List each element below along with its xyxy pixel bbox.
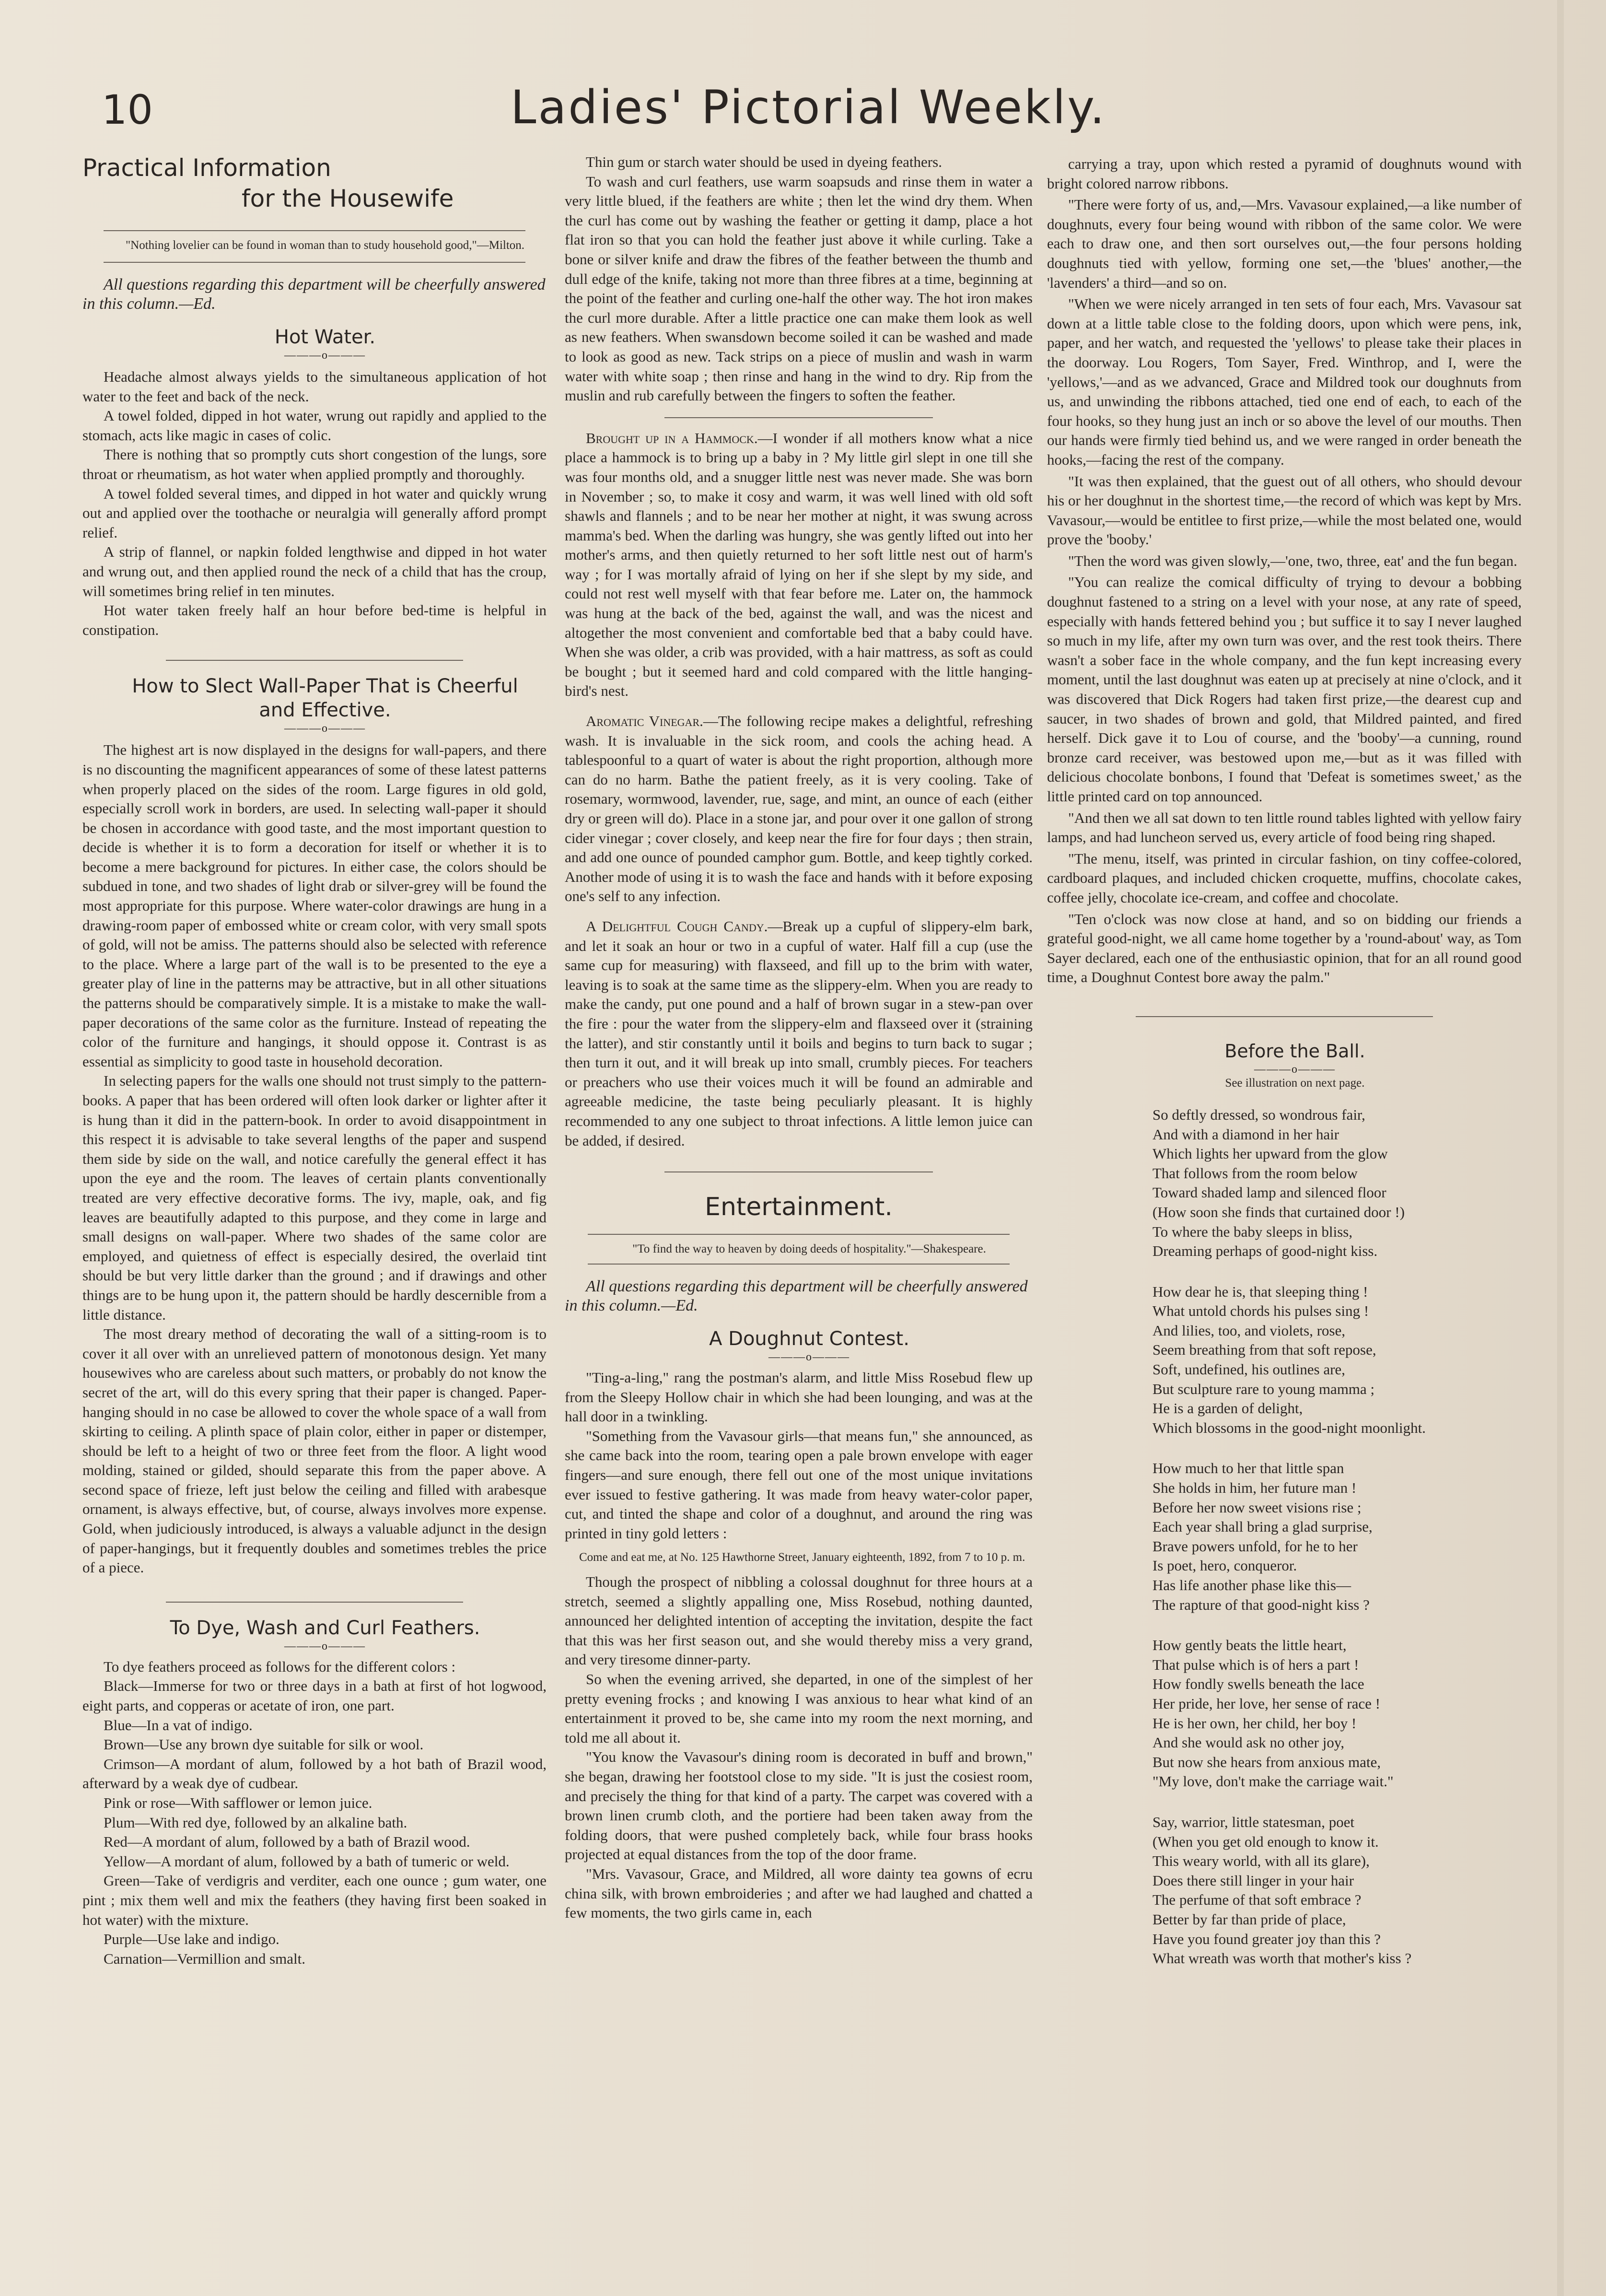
entertainment-title: Entertainment. — [705, 1193, 893, 1222]
poem-line: Has life another phase like this— — [1152, 1577, 1351, 1593]
paragraph: carrying a tray, upon which rested a pyramid of doughnuts wound with bright colored narrow ribbons. — [1047, 155, 1522, 192]
paragraph: "You know the Vavasour's dining room is decorated in buff and brown," she began, drawing her footstool close to my side. "It is just the cosiest room, and precisely the thing for that kind of a party. The carpet was covered with a brown linen crumb cloth, and the portiere had been taken away from the folding doors, that were pushed completely back, while four brass hooks projected at equal distances from the top of the door frame. — [565, 1748, 1033, 1863]
ornament: ———o——— — [768, 1351, 850, 1364]
poem-line: How dear he is, that sleeping thing ! — [1152, 1283, 1368, 1300]
candy-paragraph — [565, 917, 1033, 1150]
hot-water-body — [82, 367, 547, 640]
paragraph: Hot water taken freely half an hour before bed-time is helpful in constipation. — [82, 602, 547, 638]
dye-recipe-line: Blue—In a vat of indigo. — [104, 1716, 253, 1734]
poem-line: And with a diamond in her hair — [1152, 1125, 1339, 1143]
page-number: 10 — [102, 86, 153, 133]
editor-note: All questions regarding this department will be cheerfully answered in this column.—Ed. — [82, 276, 546, 313]
poem-line: The perfume of that soft embrace ? — [1152, 1891, 1362, 1909]
hot-water-heading: Hot Water. — [274, 326, 376, 348]
feather-care-body — [565, 152, 1033, 406]
page-header — [0, 72, 1606, 139]
doughnut-story-part3 — [1047, 154, 1522, 987]
poem-stanza — [1152, 1459, 1522, 1615]
poem-body — [1047, 1105, 1522, 1968]
paragraph: "Mrs. Vavasour, Grace, and Mildred, all wore dainty tea gowns of ecru china silk, with brown embroideries ; and after we had laughed and chatted a few moments, the two girls came in, each — [565, 1865, 1033, 1921]
hammock-text: —I wonder if all mothers know what a nice place a hammock is to bring up a baby in ? My little girl slept in one till she was four months old, and a snugger little nest was never made. She was born in November ; so, to make it cosy and warm, it was well lined with old soft shawls and flannels ; and to be near her mother at night, it was swung across mamma's bed. When the darling was hungry, she was gently lifted out into her mother's arms, and then quietly returned to her soft little nest out of harm's way ; for I was mortally afraid of lying on her if she slept by my side, and could not rest well myself with that fear before me. Later on, the hammock was hung at the back of the bed, against the wall, and was the nicest and altogether the most convenient and comfortable bed that a baby could have. When she was older, a crib was provided, with a hair mattress, as soft as could be bought ; but it seemed hard and cold compared with the little hanging-bird's nest. — [565, 429, 1033, 700]
paragraph: "There were forty of us, and,—Mrs. Vavasour explained,—a like number of doughnuts, every four being wound with ribbon of the same color. We were each to draw one, and then sort ourselves out,—the four persons holding doughnuts tied with yellow, forming one set,—the 'blues' another,—the 'lavenders' a third—and so on. — [1047, 196, 1522, 291]
dye-recipe-line: Purple—Use lake and indigo. — [104, 1931, 279, 1948]
poem-line: Better by far than pride of place, — [1152, 1910, 1346, 1928]
poem-line: Toward shaded lamp and silenced floor — [1152, 1184, 1386, 1201]
dye-recipe-line: Green—Take of verdigris and verditer, each one ounce ; gum water, one pint ; mix them well and mix the feathers (they having first been soaked in hot water) with the mixture. — [82, 1872, 547, 1928]
paragraph: A strip of flannel, or napkin folded lengthwise and dipped in hot water and wrung out, and then applied round the neck of a child that has the croup, will sometimes bring relief in ten minutes. — [82, 543, 547, 599]
dye-recipe-line: Red—A mordant of alum, followed by a bath of Brazil wood. — [104, 1833, 470, 1851]
poem-line: The rapture of that good-night kiss ? — [1152, 1596, 1370, 1613]
paragraph: There is nothing that so promptly cuts short congestion of the lungs, sore throat or rheumatism, as hot water when applied promptly and thoroughly. — [82, 446, 547, 482]
paragraph: "It was then explained, that the guest out of all others, who should devour his or her doughnut in the shortest time,—the record of which was kept by Mrs. Vavasour,—would be entitlee to first prize,—while the most belated one, would prove the 'booby.' — [1047, 472, 1522, 548]
poem-line: This weary world, with all its glare), — [1152, 1852, 1370, 1870]
dye-recipe-line: Plum—With red dye, followed by an alkaline bath. — [104, 1814, 407, 1831]
poem-line: Before her now sweet visions rise ; — [1152, 1499, 1362, 1516]
vinegar-text: —The following recipe makes a delightful, refreshing wash. It is invaluable in the sick room, and cools the aching head. A tablespoonful to a quart of water is about the right proportion, although more can do no harm. Bathe the patient freely, as it is very cooling. Take of rosemary, wormwood, lavender, rue, sage, and mint, an ounce of each (either dry or green will do). Place in a stone jar, and pour over it one gallon of strong cider vinegar ; cover closely, and keep near the fire for four days ; then strain, and add one ounce of pounded camphor gum. Bottle, and keep tightly corked. Another mode of using it is to wash the face and hands with it before exposing one's self to any infection. — [565, 713, 1033, 905]
poem-line: How much to her that little span — [1152, 1460, 1344, 1477]
paragraph: The most dreary method of decorating the wall of a sitting-room is to cover it all over with an unrelieved pattern of monotonous design. Yet many housewives who are careless about such matters, or probably do not know the secret of the art, will do this every spring that their paper is changed. Paper-hanging should in no case be allowed to cover the whole space of a wall from skirting to ceiling. A plinth space of plain color, either in paper or distemper, should be left to a height of two or three feet from the floor. A light wood molding, stained or gilded, should separate this from the paper above. A second space of frieze, left just below the ceiling and filled with arabesque ornament, is always effective, but, of course, always involves more expense. Gold, when judiciously introduced, is always a valuable adjunct in the design of paper-hangings, but it frequently doubles and sometimes trebles the price of a piece. — [82, 1325, 547, 1576]
dye-recipe-line: Carnation—Vermillion and smalt. — [104, 1950, 306, 1967]
poem-stanza — [1152, 1636, 1522, 1792]
poem-line: To where the baby sleeps in bliss, — [1152, 1223, 1353, 1240]
poem-line: So deftly dressed, so wondrous fair, — [1152, 1106, 1365, 1123]
doughnut-story-part2 — [565, 1572, 1033, 1923]
wallpaper-heading-line1: How to Slect Wall-Paper That is Cheerful — [132, 675, 518, 698]
poem-line: Have you found greater joy than this ? — [1152, 1930, 1381, 1947]
paragraph: "When we were nicely arranged in ten sets of four each, Mrs. Vavasour sat down at a little table close to the folding doors, upon which were pens, ink, paper, and her watch, and requested the 'yellows' to please take their places in the doorway. Lou Rogers, Tom Sayer, Fred. Winthrop, and I, were the 'yellows,'—and as we advanced, Grace and Mildred took our doughnuts from us, and unwinding the ribbons attached, tied one end of each, to each of the four hooks, so they hung just an inch or so above the level of our mouths. Then our hands were firmly tied behind us, and we were ranged in order beneath the hooks,—facing the rest of the company. — [1047, 295, 1522, 468]
hammock-lead: Brought up in a Hammock. — [586, 429, 758, 446]
poem-stanza — [1152, 1813, 1522, 1968]
poem-line: He is a garden of delight, — [1152, 1400, 1303, 1417]
entertainment-note: All questions regarding this department will be cheerfully answered in this column.—Ed. — [565, 1277, 1028, 1315]
paragraph: "Something from the Vavasour girls—that means fun," she announced, as she came back into the room, tearing open a pale brown envelope with eager fingers—and sure enough, there fell out one of the most unique invitations ever issued to festive gathering. It was made from heavy water-color paper, cut, and tinted the shape and color of a doughnut, and around the ring was printed in tiny gold letters : — [565, 1427, 1033, 1542]
epigraph-quote: "Nothing lovelier can be found in woman than to study household good,"—Milton. — [125, 239, 525, 252]
poem-stanza — [1152, 1282, 1522, 1438]
paragraph: Headache almost always yields to the simultaneous application of hot water to the feet and back of the neck. — [82, 368, 547, 405]
paragraph: "The menu, itself, was printed in circular fashion, on tiny coffee-colored, cardboard plaques, and included chicken croquette, muffins, chocolate cakes, coffee jelly, chocolate ice-cream, and coffee and chocolate. — [1047, 850, 1522, 906]
poem-line: "My love, don't make the carriage wait." — [1152, 1773, 1394, 1790]
poem-line: Is poet, hero, conqueror. — [1152, 1557, 1297, 1574]
column-2 — [565, 152, 1033, 1923]
dye-recipe-line: Pink or rose—With safflower or lemon juice. — [104, 1794, 372, 1811]
vinegar-lead: Aromatic Vinegar. — [586, 713, 703, 730]
section-title-line2: for the Housewife — [242, 185, 454, 212]
poem-line: Say, warrior, little statesman, poet — [1152, 1813, 1355, 1830]
poem-line: She holds in him, her future man ! — [1152, 1479, 1357, 1497]
dye-recipe-line: Black—Immerse for two or three days in a bath at first of hot logwood, eight parts, and copperas or acetate of iron, one part. — [82, 1677, 547, 1714]
paragraph: "You can realize the comical difficulty of trying to devour a bobbing doughnut fastened to a string on a level with your nose, at any rate of speed, especially with hands fettered behind you ; but suffice it to say I never laughed so much in my life, after my own turn was over, and the rest took theirs. There wasn't a sober face in the whole company, and the fun kept increasing every moment, until the last doughnut was eaten up at precisely at nine o'clock, and it was discovered that Dick Rogers had taken first prize,—the dearest cup and saucer, in two shades of brown and gold, that Mildred painted, and fired herself. Dick gave it to Lou of course, and the 'booby'—a cunning, round bronze card receiver, was bestowed upon me,—but as it was filled with delicious chocolate bonbons, I found that 'Defeat is sometimes sweet,' as the little printed card on top announced. — [1047, 574, 1522, 805]
poem-line: Dreaming perhaps of good-night kiss. — [1152, 1242, 1378, 1260]
paragraph: A towel folded, dipped in hot water, wrung out rapidly and applied to the stomach, acts like magic in cases of colic. — [82, 407, 547, 444]
poem-line: How fondly swells beneath the lace — [1152, 1675, 1364, 1693]
page-fold-shadow — [1557, 0, 1564, 2296]
poem-line: But now she hears from anxious mate, — [1152, 1753, 1381, 1770]
candy-text: —Break up a cupful of slippery-elm bark, and let it soak an hour or two in a cupful of water. Half fill a cup (use the same cup for measuring) with flaxseed, and fill up to the brim with water, leaving is to soak at the same time as the slippery-elm. When you are ready to make the candy, put one pound and a half of brown sugar in a stew-pan over the fire : pour the water from the slippery-elm and flaxseed over it (straining the latter), and stir constantly until it boils and begins to turn back to sugar ; then turn it out, and it will break up into small, crumbly pieces. For teachers or preachers who use their voices much it will be found an admirable and agreeable medicine, the taste being peculiarly pleasant. It is highly recommended to any one subject to throat infections. A little lemon juice can be added, if desired. — [565, 917, 1033, 1149]
wallpaper-body — [82, 740, 547, 1578]
poem-line: Brave powers unfold, for he to her — [1152, 1537, 1358, 1555]
doughnut-heading: A Doughnut Contest. — [709, 1328, 909, 1350]
paragraph: "And then we all sat down to ten little round tables lighted with yellow fairy lamps, and had luncheon served us, every article of food being ring shaped. — [1047, 809, 1522, 846]
paragraph: "Then the word was given slowly,—'one, two, three, eat' and the fun began. — [1068, 552, 1517, 569]
vinegar-paragraph — [565, 712, 1033, 906]
poem-line: Each year shall bring a glad surprise, — [1152, 1518, 1373, 1535]
paragraph: To wash and curl feathers, use warm soapsuds and rinse them in water a very little blued, if the feathers are white ; then let the wind dry them. When the curl has come out by washing the feather or getting it damp, place a hot flat iron so that you can hold the feather just above it while curling. Take a bone or silver knife and draw the fibres of the feather between the thumb and dull edge of the knife, taking not more than three fibres at a time, beginning at the point of the feather and curling one-half the other way. The hot iron makes the curl more durable. After a little practice one can make them look as well as new feathers. When swansdown become soiled it can be washed and made to look as good as new. Tack strips on a piece of muslin and wash in warm water with white soap ; then rinse and hang in the wind to dry. Rip from the muslin and rub carefully between the fingers to soften the feather. — [565, 173, 1033, 404]
wallpaper-heading-line2: and Effective. — [259, 699, 391, 722]
paragraph: "Ten o'clock was now close at hand, and so on bidding our friends a grateful good-night, we all came home together by a 'round-about' way, as Tom Sayer declared, each one of the enthusiastic opinion, that for an all round good time, a Doughnut Contest bore away the palm." — [1047, 910, 1522, 986]
section-title-line1: Practical Information — [82, 154, 331, 182]
ornament: ———o——— — [284, 722, 366, 735]
candy-lead: A Delightful Cough Candy. — [586, 917, 768, 935]
poem-line: How gently beats the little heart, — [1152, 1637, 1347, 1654]
dye-recipe-line: Crimson—A mordant of alum, followed by a hot bath of Brazil wood, afterward by a weak dye of cudbear. — [82, 1755, 547, 1792]
entertainment-quote: "To find the way to heaven by doing deeds of hospitality."—Shakespeare. — [632, 1242, 986, 1256]
paragraph: So when the evening arrived, she departed, in one of the simplest of her pretty evening frocks ; and knowing I was anxious to hear what kind of an entertainment it proved to be, she came into my room the next morning, and told me all about it. — [565, 1671, 1033, 1746]
doughnut-story-part1 — [565, 1368, 1033, 1543]
poem-line: (When you get old enough to know it. — [1152, 1833, 1379, 1850]
poem-line: That follows from the room below — [1152, 1164, 1358, 1182]
poem-line: And she would ask no other joy, — [1152, 1734, 1345, 1751]
poem-line: What wreath was worth that mother's kiss ? — [1152, 1950, 1412, 1967]
dye-recipe-line: Brown—Use any brown dye suitable for silk or wool. — [104, 1736, 424, 1753]
poem-stanza — [1152, 1105, 1522, 1261]
paragraph: A towel folded several times, and dipped in hot water and quickly wrung out and applied over the toothache or neuralgia will generally afford prompt relief. — [82, 485, 547, 541]
dye-feathers-body — [82, 1657, 547, 1969]
invitation-text: Come and eat me, at No. 125 Hawthorne Street, January eighteenth, 1892, from 7 to 10 p. m. — [579, 1551, 1025, 1564]
poem-line: He is her own, her child, her boy ! — [1152, 1714, 1357, 1732]
poem-line: Does there still linger in your hair — [1152, 1872, 1354, 1889]
poem-line: (How soon she finds that curtained door !) — [1152, 1203, 1405, 1220]
paragraph: "Ting-a-ling," rang the postman's alarm, and little Miss Rosebud flew up from the Sleepy Hollow chair in which she had been lounging, and was at the hall door in a twinkling. — [565, 1369, 1033, 1425]
poem-line: That pulse which is of hers a part ! — [1152, 1656, 1359, 1673]
masthead: Ladies' Pictorial Weekly. — [511, 81, 1106, 134]
poem-line: Seem breathing from that soft repose, — [1152, 1341, 1376, 1359]
hammock-paragraph — [565, 429, 1033, 701]
poem-illustration-note: See illustration on next page. — [1225, 1076, 1365, 1089]
poem-line: And lilies, too, and violets, rose, — [1152, 1322, 1346, 1339]
dye-recipe-line: Yellow—A mordant of alum, followed by a bath of tumeric or weld. — [104, 1852, 510, 1870]
poem-line: Her pride, her love, her sense of race ! — [1152, 1695, 1381, 1712]
column-3 — [1047, 152, 1522, 1968]
ornament: ———o——— — [1254, 1063, 1336, 1076]
poem-line: Which blossoms in the good-night moonlight. — [1152, 1419, 1426, 1436]
poem-line: What untold chords his pulses sing ! — [1152, 1302, 1369, 1320]
poem-line: Soft, undefined, his outlines are, — [1152, 1361, 1346, 1378]
paragraph: Thin gum or starch water should be used in dyeing feathers. — [586, 153, 942, 170]
ornament: ———o——— — [284, 1640, 366, 1652]
dye-feathers-heading: To Dye, Wash and Curl Feathers. — [170, 1617, 480, 1639]
column-1 — [82, 152, 547, 1968]
paragraph: The highest art is now displayed in the designs for wall-papers, and there is no discounting the magnificent appearances of some of these latest patterns when properly placed on the sides of the room. Large figures in old gold, especially scroll work in borders, are used. In selecting wall-paper it should be chosen in accordance with good taste, and the most important question to decide is whether it is to form a decoration for itself or whether it is to become a mere background for pictures. In either case, the colors should be subdued in tone, and two shades of light drab or silver-grey will be found the most appropriate for this purpose. Where water-color drawings are hung in a drawing-room paper of embossed white or cream color, with very small spots of gold, will not be amiss. The patterns should also be selected with reference to the place. Where a large part of the wall is to be presented to the eye a greater play of line in the patterns may be attractive, but in all other situations the patterns should be comparatively simple. It is a mistake to make the wall-paper decorations of the same color as the furniture. Instead of repeating the color of the furniture and hangings, it should oppose it. Contrast is as essential as simplicity to good taste in household decoration. — [82, 741, 547, 1070]
poem-line: But sculpture rare to young mamma ; — [1152, 1380, 1375, 1397]
paragraph: Though the prospect of nibbling a colossal doughnut for three hours at a stretch, seemed a slightly appalling one, Miss Rosebud, nothing daunted, announced her delighted intention of accepting the invitation, despite the fact that this was her first season out, and she would thereby miss a very grand, and very tiresome dinner-party. — [565, 1573, 1033, 1668]
poem-title: Before the Ball. — [1224, 1040, 1365, 1062]
poem-line: Which lights her upward from the glow — [1152, 1145, 1388, 1162]
dye-recipe-line: To dye feathers proceed as follows for the different colors : — [104, 1658, 456, 1675]
paragraph: In selecting papers for the walls one should not trust simply to the pattern-books. A paper that has been ordered will often look darker or lighter after it is hung than it did in the pattern-book. In order to avoid disappointment in this respect it is advisable to take several lengths of the paper and suspend them side by side on the wall, and notice carefully the general effect it has upon the eye and the room. The leaves of certain plants conventionally treated are very effective decorative forms. The ivy, maple, oak, and fig leaves are beautifully adapted to this purpose, and they come in large and small designs on wall-paper. Where two shades of the same color are employed, and quietness of effect is especially desired, the overlaid tint should be but very little darker than the ground ; and if drawings and other things are to be hung upon it, the pattern should be hardly descernible from a little distance. — [82, 1072, 547, 1323]
ornament: ———o——— — [284, 349, 366, 362]
